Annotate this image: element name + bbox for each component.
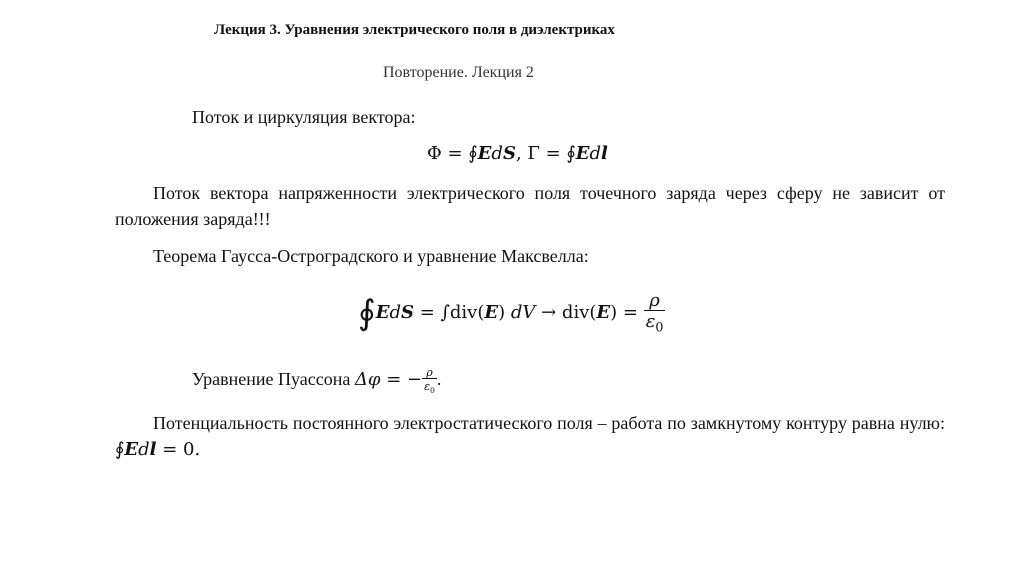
potential-formula [115,439,200,460]
epsilon-symbol: ε [424,379,431,393]
differential-d: d [138,439,150,460]
div-close-2: ) = [610,302,644,324]
vector-e-3: E [596,302,611,324]
flux-heading: Поток и циркуляция вектора: [192,107,416,127]
poisson-lhs: Δφ = − [354,369,423,390]
poisson-label: Уравнение Пуассона [192,369,355,389]
phi-term: Φ = ∮ [427,143,478,164]
gauss-heading: Теорема Гаусса-Остроградского и уравнение Максвелла: [153,246,589,266]
rho-over-epsilon-fraction [644,292,666,334]
rho-symbol: ρ [649,290,660,311]
rho-symbol: ρ [426,365,433,379]
vector-s: S [400,302,414,324]
epsilon-subscript: 0 [655,319,664,335]
differential-d: d [491,143,503,164]
epsilon-subscript: 0 [430,386,435,396]
poisson-fraction [422,367,437,395]
potential-paragraph [115,410,945,463]
vector-e: E [124,439,139,460]
flux-circulation-formula [427,141,608,167]
potential-text: Потенциальность постоянного электростатического поля – работа по замкнутому контуру равна нулю: [153,413,945,433]
vector-e-2: E [484,302,499,324]
epsilon-denominator [422,378,437,395]
vector-l: l [601,143,608,164]
poisson-end: . [436,369,442,389]
vector-e: E [477,143,492,164]
volume-element: dV [510,302,536,324]
gauss-maxwell-formula [358,292,665,334]
differential-d-2: d [589,143,602,164]
equals-zero: = 0. [156,439,201,460]
contour-integral-sign: ∮ [358,293,376,334]
contour-integral-sign: ∮ [115,439,125,460]
gamma-term: , Γ = ∮ [515,143,576,164]
epsilon-denominator [644,310,666,334]
vector-l: l [149,439,157,460]
div-open: div( [449,302,485,324]
vector-e: E [375,302,390,324]
poisson-equation [192,366,441,395]
div-close: ) [498,302,511,324]
equals-integral: = ∫ [413,302,450,324]
lecture-title: Лекция 3. Уравнения электрического поля в диэлектриках [214,22,615,38]
lecture-subtitle: Повторение. Лекция 2 [383,64,534,81]
epsilon-symbol: ε [645,311,656,332]
flux-paragraph: Поток вектора напряженности электрического поля точечного заряда через сферу не зависит от положения заряда!!! [115,183,945,229]
arrow-div: → div( [535,302,597,324]
vector-e-2: E [575,143,590,164]
differential-d: d [389,302,401,324]
vector-s: S [502,143,516,164]
